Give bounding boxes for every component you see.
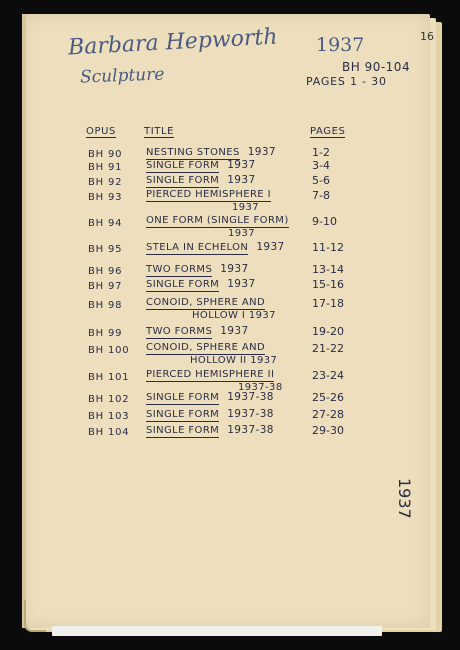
opus-number: BH 92 [88, 177, 123, 188]
sculpture-title-text: TWO FORMS [146, 326, 213, 337]
column-header-title: TITLE [144, 126, 175, 137]
sculpture-title-text: STELA IN ECHELON [146, 242, 249, 253]
sculpture-title-text: TWO FORMS [146, 264, 213, 275]
opus-number: BH 96 [88, 266, 123, 277]
sculpture-year: 1937 [227, 278, 256, 290]
catalogue-entry-row [0, 297, 460, 321]
sculpture-title-text: CONOID, SPHERE AND [146, 297, 266, 308]
sculpture-title [146, 215, 289, 226]
entry-pages: 29-30 [312, 424, 344, 437]
opus-number: BH 95 [88, 244, 123, 255]
entry-pages: 17-18 [312, 297, 344, 310]
sculpture-title [146, 325, 249, 337]
sculpture-year: 1937-38 [227, 391, 274, 403]
sculpture-title-text: SINGLE FORM [146, 392, 220, 403]
opus-number: BH 104 [88, 427, 130, 438]
sculpture-title-continuation: HOLLOW II 1937 [190, 355, 278, 366]
catalogue-entry-row [0, 369, 460, 393]
entry-pages: 27-28 [312, 408, 344, 421]
entry-pages: 3-4 [312, 159, 330, 172]
catalogue-entry-row [0, 342, 460, 366]
sculpture-title [146, 263, 249, 275]
entry-pages: 21-22 [312, 342, 344, 355]
sculpture-title [146, 424, 274, 436]
page-range: PAGES 1 - 30 [306, 75, 387, 88]
sculpture-title-text: PIERCED HEMISPHERE I [146, 189, 271, 200]
sculpture-title [146, 174, 256, 186]
sculpture-title-continuation: HOLLOW I 1937 [192, 310, 276, 321]
catalogue-entry-row [0, 424, 460, 444]
sculpture-year: 1937 [247, 146, 277, 158]
opus-number: BH 91 [88, 162, 123, 173]
sculpture-title-continuation: 1937 [232, 202, 260, 213]
sculpture-title-text: PIERCED HEMISPHERE II [146, 369, 275, 380]
opus-number: BH 101 [88, 372, 130, 383]
spine-year-label: 1937 [395, 478, 414, 519]
sculpture-title-text: SINGLE FORM [146, 175, 220, 186]
sculpture-title [146, 189, 271, 200]
folder-year: 1937 [316, 34, 365, 56]
opus-number: BH 100 [88, 345, 130, 356]
catalogue-range: BH 90-104 [342, 60, 411, 74]
sculpture-title-text: CONOID, SPHERE AND [146, 342, 266, 353]
opus-number: BH 103 [88, 411, 130, 422]
sculpture-title [146, 408, 274, 420]
bottom-paper-strip [52, 626, 382, 636]
sculpture-title [146, 391, 274, 403]
corner-number: 16 [420, 30, 434, 43]
sculpture-year: 1937-38 [227, 424, 274, 436]
sculpture-year: 1937 [227, 159, 256, 171]
entry-pages: 5-6 [312, 174, 330, 187]
author-name: Barbara Hepworth [67, 24, 279, 61]
medium-label: Sculpture [79, 64, 165, 88]
sculpture-title [146, 159, 256, 171]
opus-number: BH 99 [88, 328, 123, 339]
entry-pages: 15-16 [312, 278, 344, 291]
sculpture-title-text: SINGLE FORM [146, 279, 220, 290]
folder-cover-page [22, 14, 430, 628]
sculpture-year: 1937 [220, 325, 249, 337]
catalogue-entry-row [0, 215, 460, 239]
entry-pages: 25-26 [312, 391, 344, 404]
entry-pages: 9-10 [312, 215, 337, 228]
entry-pages: 23-24 [312, 369, 344, 382]
sculpture-title [146, 369, 274, 380]
sculpture-title [146, 278, 256, 290]
sculpture-year: 1937-38 [227, 408, 274, 420]
column-header-opus: OPUS [86, 126, 116, 137]
catalogue-entry-row [0, 241, 460, 261]
sculpture-title-text: SINGLE FORM [146, 425, 220, 436]
opus-number: BH 102 [88, 394, 130, 405]
sculpture-title [146, 241, 285, 253]
opus-number: BH 93 [88, 192, 123, 203]
folder-spine [22, 14, 26, 628]
opus-number: BH 94 [88, 218, 123, 229]
sculpture-title-text: ONE FORM (SINGLE FORM) [146, 215, 289, 226]
entry-pages: 11-12 [312, 241, 344, 254]
sculpture-title-continuation: 1937-38 [238, 382, 283, 393]
sculpture-year: 1937 [220, 263, 249, 275]
paper-clip-mark [24, 600, 46, 632]
opus-number: BH 98 [88, 300, 123, 311]
opus-number: BH 90 [88, 149, 123, 160]
catalogue-entry-row [0, 189, 460, 213]
sculpture-title-text: SINGLE FORM [146, 409, 220, 420]
sculpture-title [146, 342, 265, 353]
sculpture-year: 1937 [256, 241, 285, 253]
entry-pages: 1-2 [312, 146, 330, 159]
sculpture-title [146, 297, 265, 308]
sculpture-title-continuation: 1937 [228, 228, 256, 239]
sculpture-title-text: NESTING STONES [146, 147, 240, 158]
sculpture-year: 1937 [227, 174, 256, 186]
entry-pages: 7-8 [312, 189, 330, 202]
entry-pages: 19-20 [312, 325, 344, 338]
entry-pages: 13-14 [312, 263, 344, 276]
catalogue-entry-row [0, 278, 460, 298]
opus-number: BH 97 [88, 281, 123, 292]
sculpture-title-text: SINGLE FORM [146, 160, 220, 171]
sculpture-title [146, 146, 276, 158]
column-header-pages: PAGES [310, 126, 346, 137]
